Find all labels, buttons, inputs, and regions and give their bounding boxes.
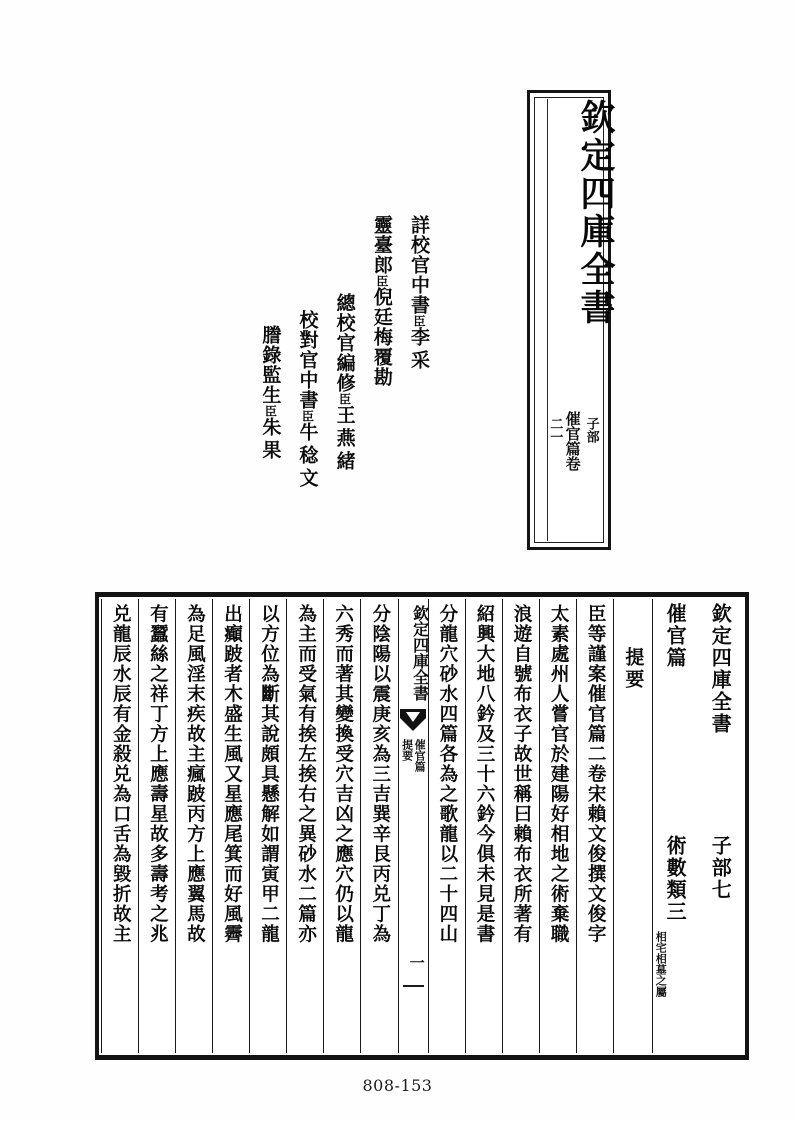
attribution-column-1 xyxy=(407,215,430,373)
fold-work-and-section xyxy=(399,739,428,772)
fold-divider-rule xyxy=(403,985,424,987)
body-column-10 xyxy=(212,599,249,1053)
body-column-1 xyxy=(576,599,613,1053)
body-column-13 xyxy=(101,599,138,1053)
attrib-action-2: 覆勘 xyxy=(370,347,393,387)
body-column-5 xyxy=(428,599,465,1053)
heading-collection-title-wrap xyxy=(697,603,743,735)
attrib-name-1: 李采 xyxy=(408,327,430,373)
body-column-text: 以方位為斷其說頗具懸解如謂寅甲二龍 xyxy=(258,604,280,944)
body-column-text: 出癲跛者木盛生風又星應尾箕而好風霽 xyxy=(221,604,243,944)
section-label-column xyxy=(613,599,652,1053)
fold-collection-title: 欽定四庫全書 xyxy=(410,605,430,701)
attrib-office-2: 靈臺郎 xyxy=(370,215,393,275)
heading-subcategory-annotation: 相宅相墓之屬 xyxy=(654,931,668,997)
body-column-11 xyxy=(175,599,212,1053)
attrib-name-2: 倪廷梅 xyxy=(370,287,393,347)
attrib-office-4: 校對官中書 xyxy=(296,310,319,410)
attribution-column-2 xyxy=(370,215,393,387)
attrib-rank-5: 臣 xyxy=(263,405,278,417)
heading-work-title-wrap xyxy=(653,603,698,669)
body-column-text: 為足風淫末疾故主瘋跛丙方上應翼馬故 xyxy=(184,604,206,944)
section-label-text: 提要 xyxy=(622,647,645,691)
heading-column-work xyxy=(652,599,698,1053)
attrib-office-1: 詳校官中書 xyxy=(408,215,430,315)
body-column-7 xyxy=(323,599,360,1053)
heading-work-title: 催官篇 xyxy=(663,603,688,669)
fold-work-title: 催官篇 xyxy=(413,739,427,772)
body-column-text: 太素處州人嘗官於建陽好相地之術棄職 xyxy=(548,604,570,944)
body-column-text: 有蠶絲之祥丁方上應壽星故多壽考之兆 xyxy=(147,604,169,944)
body-column-text: 紹興大地八鈐及三十六鈐今俱未見是書 xyxy=(473,604,495,944)
cover-attribution-block xyxy=(130,215,430,515)
body-column-6 xyxy=(360,599,397,1053)
body-column-text: 分龍穴砂水四篇各為之歌龍以二十四山 xyxy=(436,604,458,944)
cover-subtitle-group xyxy=(530,411,614,471)
attrib-office-3: 總校官編修 xyxy=(333,293,356,393)
cover-volume-numbers: 二一 xyxy=(547,417,563,443)
attribution-column-5 xyxy=(258,325,281,463)
attribution-column-3 xyxy=(332,293,355,474)
body-column-text: 浪遊自號布衣子故世稱曰賴布衣所著有 xyxy=(511,604,533,944)
body-column-text: 臣等謹案催官篇二卷宋賴文俊撰文俊字 xyxy=(585,604,607,944)
heading-category-wrap xyxy=(653,835,698,923)
fold-page-number: 一 xyxy=(407,955,426,970)
body-column-12 xyxy=(138,599,175,1053)
heading-division: 子部七 xyxy=(708,835,733,901)
body-column-text: 分陰陽以震庚亥為三吉巽辛艮丙兑丁為 xyxy=(369,604,391,944)
body-column-text: 為主而受氣有挨左挨右之異砂水二篇亦 xyxy=(295,604,317,944)
body-column-3 xyxy=(502,599,539,1053)
attrib-rank-2: 臣 xyxy=(374,275,389,287)
body-column-text: 兑龍辰水辰有金殺兑為口舌為毀折故主 xyxy=(110,604,132,944)
fishtail-mark-icon xyxy=(400,709,426,731)
footer-page-number: 808-153 xyxy=(362,1076,433,1095)
attrib-rank-3: 臣 xyxy=(337,393,352,405)
attrib-rank-4: 臣 xyxy=(300,410,315,422)
cover-main-title: 欽定四庫全書 xyxy=(575,99,616,327)
attrib-rank-1: 臣 xyxy=(412,315,426,327)
section-label-wrap xyxy=(614,647,652,691)
body-column-9 xyxy=(249,599,286,1053)
attrib-office-5: 謄錄監生 xyxy=(259,325,282,405)
attrib-name-4: 牛稔文 xyxy=(296,422,319,491)
heading-collection-title: 欽定四庫全書 xyxy=(708,603,733,735)
attrib-name-3: 王燕緒 xyxy=(333,405,356,474)
body-column-4 xyxy=(465,599,502,1053)
body-column-8 xyxy=(286,599,323,1053)
fold-section-label: 提要 xyxy=(400,739,414,761)
text-page-columns xyxy=(101,599,743,1053)
cover-work-volume-label: 催官篇卷 xyxy=(563,411,582,471)
body-column-text: 六秀而著其變換受穴吉凶之應穴仍以龍 xyxy=(332,604,354,944)
heading-division-wrap xyxy=(697,835,743,901)
attribution-column-4 xyxy=(295,310,318,491)
heading-category: 術數類三 xyxy=(663,835,688,923)
text-page-frame xyxy=(95,592,749,1060)
cover-title-panel xyxy=(527,90,616,550)
center-fold-banxin xyxy=(398,599,428,1053)
cover-division-label: 子部 xyxy=(583,417,599,443)
heading-column-collection xyxy=(697,599,743,1053)
body-column-2 xyxy=(539,599,576,1053)
attrib-name-5: 朱果 xyxy=(259,417,282,463)
